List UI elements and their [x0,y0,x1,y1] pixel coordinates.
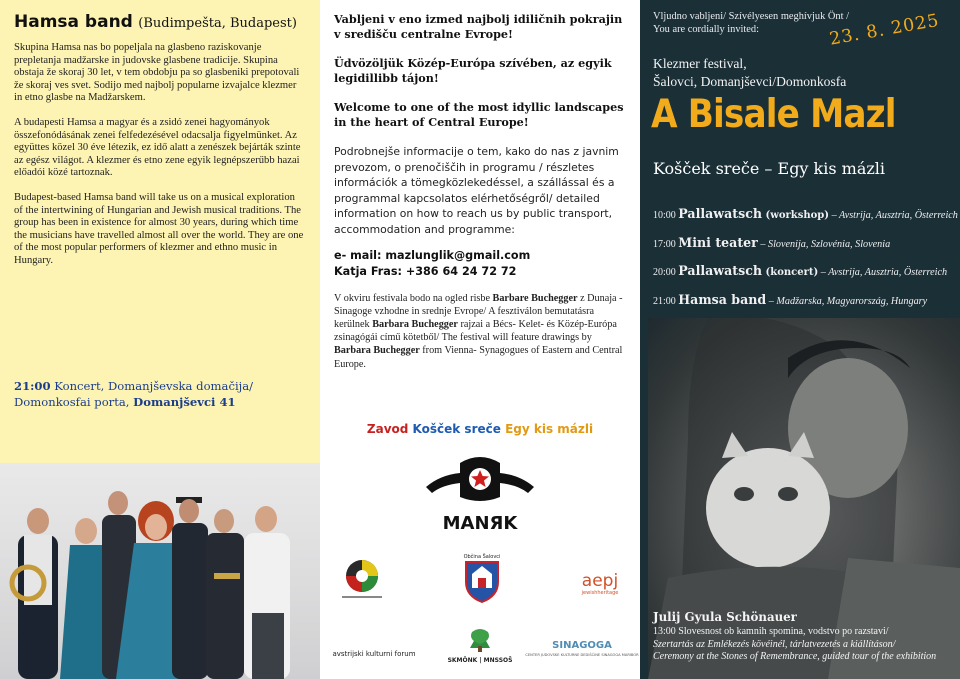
aepj-sub-label: jewishheritage [581,590,619,596]
avstrijski-forum-logo: avstrijski kulturni forum [332,650,416,658]
welcome-slovenian: Vabljeni v eno izmed najbolj idiličnih pokrajin v središču centralne Evrope! [334,12,623,41]
welcome-english: Welcome to one of the most idyllic landscapes in the heart of Central Europe! [334,100,624,129]
caption-line-2: Szertartás az Emlékezés kövéinél, tárlatvezetés a kiállításon/ [653,638,896,650]
festival-line-2: Šalovci, Domanjševci/Domonkosfa [653,74,847,89]
program-list [653,206,958,320]
band-title [14,12,306,32]
paragraph-hungarian: A budapesti Hamsa a magyar és a zsidó zenei hagyományok összefonódásának zenei felfedezésével odacsalja figyelmünket. Az együttes közel 30 éve létezik, ez idő alatt a zenészek bejárták szinte az egész világot. A klezmer és etno zene egyik legnépszerűbb hazai előadói közé tartoznak. [14,116,301,179]
sponsor-logos-row-2 [320,624,640,679]
contact-email[interactable]: e- mail: mazlunglik@gmail.com [334,248,531,262]
paragraph-english: Budapest-based Hamsa band will take us on a musical exploration of the intertwining of Hungarian and Jewish musical traditions. The group has been in existence for almost 30 years, during which time the musicians have travelled almost all over the world. They are one of the most popular performers of klezmer and ethno music in Hungary. [14,191,304,266]
program-item: 21:00 Hamsa band – Madžarska, Magyarország, Hungary [653,291,928,307]
contact-phone[interactable]: Katja Fras: +386 64 24 72 72 [334,264,517,278]
sinagoga-label: SINAGOGA [552,640,612,651]
left-panel [0,0,320,679]
band-photo-illustration [0,463,320,679]
info-text: Podrobnejše informacije o tem, kako do nas z javnim prevozom, o prenočiščih in programu / részletes információk a tömegközlekedéssel, a szállással és a programmal kapcsolatos elérhetőségről/ detailed information on how to reach us by public transport, accommodation and programme: [334,145,619,236]
contact-block [334,248,626,280]
concert-time: 21:00 [14,379,51,393]
aepj-logo-icon [581,571,619,596]
band-photo [0,463,320,679]
right-panel [640,0,960,679]
festival-line-1: Klezmer festival, [653,56,747,71]
festival-info [653,55,846,91]
invitation-line-2: You are cordially invited: [653,24,760,35]
hamsa-info-block [0,0,320,463]
program-item: 10:00 Pallawatsch (workshop) – Avstrija, Ausztria, Österreich [653,206,958,221]
program-item: 17:00 Mini teater – Slovenija, Szlovénia, Slovenia [653,234,891,250]
drawings-text: V okviru festivala bodo na ogled risbe Barbare Buchegger z Dunaja - Sinagoge vzhodne in srednje Evrope/ A fesztiválon bemutatásra kerülnek Barbara Buchegger rajzai a Bécs- Kelet- és Közép-Európa zsinagógái című kötetből/ The festival will feature drawings by Barbara Buchegger from Vienna- Synagogues of Eastern and Central Europe. [334,292,623,370]
zavod-circle-logo-icon [342,560,382,598]
festival-subtitle: Košček sreče – Egy kis mázli [653,159,886,178]
festival-title: A Bisale Mazl [651,92,896,137]
concert-text: Koncert, Domanjševska domačija/ [50,379,254,393]
middle-panel [320,0,640,679]
concert-text-2: Domonkosfai porta, [14,395,134,409]
zavod-logo-text: Zavod Košček sreče Egy kis mázli [366,422,594,436]
paragraph-slovenian: Skupina Hamsa nas bo popeljala na glasbeno raziskovanje prepletanja madžarske in judovske glasbene tradicije. Skupina obstaja že skoraj 30 let, v tem obdobju pa so glasbeniki prepotovali že skoraj ves svet. Sodijo med najbolj popularne izvajalce klezmer in etno glasbe na Madžarskem. [14,42,300,104]
invitation-line-1: Vljudno vabljeni/ Szívélyesen meghívjuk Önt / [653,11,849,22]
aepj-label: aepj [581,571,619,591]
caption-line-3: Ceremony at the Stones of Remembrance, guided tour of the exhibition [653,651,937,663]
photo-caption [653,610,953,664]
skmonk-label: SKMÖNK | MNSSOŠ [447,657,513,664]
band-name: Hamsa band [14,12,133,32]
manyak-logo [420,447,540,537]
manyak-label: MANЯK [442,513,518,534]
sponsor-logos-row-1 [320,552,640,612]
artist-name: Julij Gyula Schönauer [653,610,797,624]
welcome-hungarian: Üdvözöljük Közép-Európa szívében, az egyik legidillibb tájon! [334,56,612,85]
event-date: 23. 8. 2025 [828,10,941,50]
skmonk-logo-icon [448,629,513,664]
obcina-label: Občina Šalovci [463,554,501,560]
sinagoga-logo-icon [525,640,639,657]
program-item: 20:00 Pallawatsch (koncert) – Avstrija, Ausztria, Österreich [653,263,948,278]
sinagoga-sub-label: CENTER JUDOVSKE KULTURNE DEDIŠČINE SINAGOGA MARIBOR [525,653,639,657]
concert-place: Domanjševci 41 [133,395,236,409]
manyak-emblem-icon [420,447,540,537]
invitation-text [653,10,849,36]
caption-line-1: 13:00 Slovesnost ob kamnih spomina, vodstvo po razstavi/ [653,626,889,637]
band-place: (Budimpešta, Budapest) [138,16,297,31]
obcina-salovci-crest-icon [464,553,501,602]
concert-info [14,378,314,410]
